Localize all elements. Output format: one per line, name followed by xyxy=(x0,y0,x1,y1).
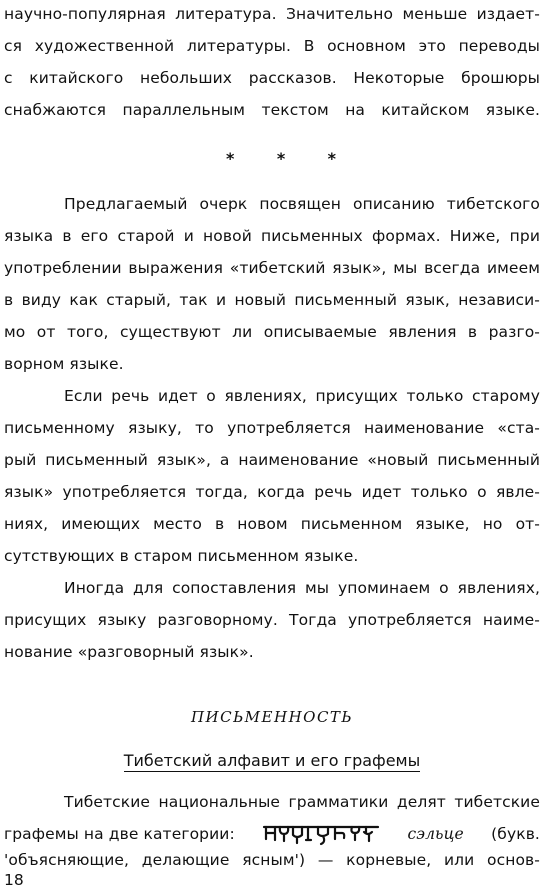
text-line: научно-популярная литература. Значительно меньше издает- xyxy=(4,5,540,23)
tibetan-script-image xyxy=(262,822,380,846)
text-line: присущих языку разговорному. Тогда употребляется наиме- xyxy=(4,611,540,629)
paragraph-first-line: Предлагаемый очерк посвящен описанию тибетского xyxy=(64,195,540,213)
page-number: 18 xyxy=(4,871,24,889)
section-heading: ПИСЬМЕННОСТЬ xyxy=(190,708,354,726)
text-line: сутствующих в старом письменном языке. xyxy=(4,547,359,565)
text-line: 'объясняющие, делающие ясным') — корневые, или основ- xyxy=(4,851,540,869)
text-line: языка в его старой и новой письменных формах. Ниже, при xyxy=(4,227,540,245)
text-fragment: (букв. xyxy=(491,825,540,843)
text-line: ниях, имеющих место в новом письменном языке, но от- xyxy=(4,515,540,533)
text-line: язык» употребляется тогда, когда речь идет только о явле- xyxy=(4,483,540,501)
text-line: с китайского небольших рассказов. Некоторые брошюры xyxy=(4,69,540,87)
subsection-heading-text: Тибетский алфавит и его графемы xyxy=(123,751,421,770)
text-line: ворном языке. xyxy=(4,355,124,373)
text-line: мо от того, существуют ли описываемые явления в разго- xyxy=(4,323,540,341)
text-line-with-tibetan xyxy=(4,822,540,846)
text-line: снабжаются параллельным текстом на китайском языке. xyxy=(4,101,540,119)
paragraph-first-line: Иногда для сопоставления мы упоминаем о явлениях, xyxy=(64,579,540,597)
text-line: ся художественной литературы. В основном это переводы xyxy=(4,37,540,55)
text-line: употреблении выражения «тибетский язык», мы всегда имеем xyxy=(4,259,540,277)
text-line: в виду как старый, так и новый письменный язык, независи- xyxy=(4,291,540,309)
section-separator xyxy=(226,149,336,169)
separator-star: * xyxy=(327,149,336,168)
text-line: письменному языку, то употребляется наименование «ста- xyxy=(4,419,540,437)
paragraph-first-line: Тибетские национальные грамматики делят тибетские xyxy=(64,793,540,811)
text-line: рый письменный язык», а наименование «новый письменный xyxy=(4,451,540,469)
paragraph-first-line: Если речь идет о явлениях, присущих только старому xyxy=(64,387,540,405)
subsection-heading xyxy=(0,750,544,772)
separator-star: * xyxy=(276,149,286,168)
text-fragment: графемы на две категории: xyxy=(4,825,235,843)
transliteration: сэльце xyxy=(407,825,464,843)
text-line: нование «разговорный язык». xyxy=(4,643,254,661)
separator-star: * xyxy=(226,149,235,168)
